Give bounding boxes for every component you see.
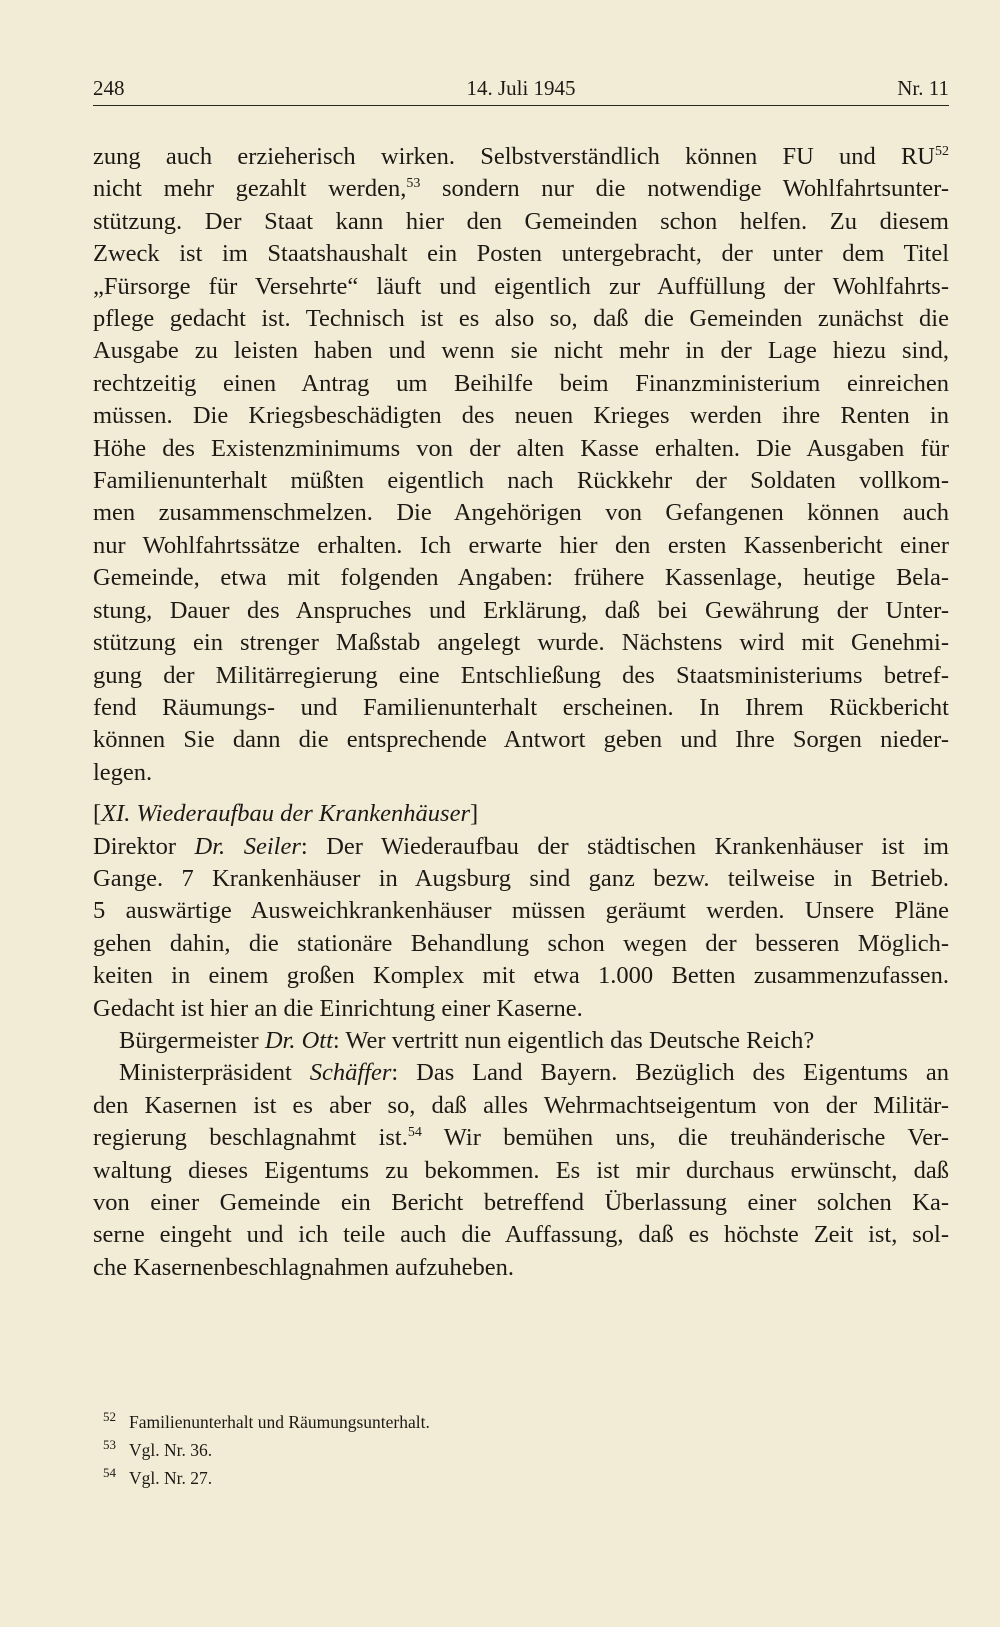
section-title: XI. Wiederaufbau der Krankenhäuser <box>101 800 470 828</box>
paragraph-1 <box>93 141 949 789</box>
header-date: 14. Juli 1945 <box>466 76 576 100</box>
text-line: nicht mehr gezahlt werden,$^{53}$ sondern nur die notwendige Wohlfahrtsunter- <box>93 175 949 203</box>
footnote: 53 Vgl. Nr. 36. <box>103 1437 213 1460</box>
text-line: legen. <box>93 758 153 786</box>
text-line: regierung beschlagnahmt ist.$^{54}$ Wir bemühen uns, die treuhänderische Ver- <box>93 1124 949 1152</box>
paragraph-4 <box>93 1057 949 1284</box>
text-line: che Kasernenbeschlagnahmen aufzuheben. <box>93 1253 515 1281</box>
text-line: stützung. Der Staat kann hier den Gemeinden schon helfen. Zu diesem <box>93 207 949 235</box>
document-number: Nr. 11 <box>897 76 949 100</box>
text-line: serne eingeht und ich teile auch die Auffassung, daß es höchste Zeit ist, sol- <box>93 1221 949 1249</box>
main-text <box>93 141 949 1284</box>
footnote-ref[interactable]: 52 <box>935 143 949 159</box>
text-line: Ministerpräsident Schäffer: Das Land Bayern. Bezüglich des Eigentums an <box>119 1059 949 1087</box>
text-line: Bürgermeister Dr. Ott: Wer vertritt nun eigentlich das Deutsche Reich? <box>119 1026 815 1054</box>
text-line: nur Wohlfahrtssätze erhalten. Ich erwarte hier den ersten Kassenbericht einer <box>93 531 949 559</box>
text-line: Zweck ist im Staatshaushalt ein Posten untergebracht, der unter dem Titel <box>93 240 949 268</box>
footnotes <box>103 1408 803 1492</box>
footnote-text: Vgl. Nr. 27. <box>129 1468 213 1488</box>
footnote: 52 Familienunterhalt und Räumungsunterhalt. <box>103 1409 430 1432</box>
text-line: Ausgabe zu leisten haben und wenn sie nicht mehr in der Lage hiezu sind, <box>93 337 949 365</box>
text-line: müssen. Die Kriegsbeschädigten des neuen Krieges werden ihre Renten in <box>93 402 949 430</box>
footnote: 54 Vgl. Nr. 27. <box>103 1465 213 1488</box>
text-line: fend Räumungs- und Familienunterhalt erscheinen. In Ihrem Rückbericht <box>93 693 949 721</box>
text-line: waltung dieses Eigentums zu bekommen. Es ist mir durchaus erwünscht, daß <box>93 1156 949 1184</box>
text-line: von einer Gemeinde ein Bericht betreffend Überlassung einer solchen Ka- <box>93 1189 949 1216</box>
text-line: „Fürsorge für Versehrte“ läuft und eigentlich zur Auffüllung der Wohlfahrts- <box>93 272 949 300</box>
footnote-ref[interactable]: 54 <box>407 1125 422 1141</box>
paragraph-2 <box>93 831 949 1025</box>
text-line: Direktor Dr. Seiler: Der Wiederaufbau der städtischen Krankenhäuser ist im <box>93 832 949 860</box>
text-line: gehen dahin, die stationäre Behandlung schon wegen der besseren Möglich- <box>93 929 949 957</box>
text-line: zung auch erzieherisch wirken. Selbstverständlich können FU und RU$^{52}$ <box>93 143 949 170</box>
speaker-name: Dr. Seiler <box>194 832 301 860</box>
section-heading: [XI. Wiederaufbau der Krankenhäuser] <box>93 800 479 828</box>
speaker-name: Schäffer <box>309 1059 392 1087</box>
text-line: Höhe des Existenzminimums von der alten Kasse erhalten. Die Ausgaben für <box>93 434 949 462</box>
footnote-text: Vgl. Nr. 36. <box>129 1440 213 1460</box>
text-line: rechtzeitig einen Antrag um Beihilfe beim Finanzministerium einreichen <box>93 369 949 397</box>
text-line: Gedacht ist hier an die Einrichtung einer Kaserne. <box>93 994 583 1022</box>
text-line: stung, Dauer des Anspruches und Erklärung, daß bei Gewährung der Unter- <box>93 596 949 624</box>
page-number: 248 <box>93 76 125 100</box>
footnote-ref[interactable]: 53 <box>406 176 421 192</box>
paragraph-3 <box>93 1025 949 1057</box>
text-line: Gange. 7 Krankenhäuser in Augsburg sind ganz bezw. teilweise in Betrieb. <box>93 864 949 892</box>
text-line: keiten in einem großen Komplex mit etwa 1.000 Betten zusammenzufassen. <box>93 962 949 990</box>
text-line: Familienunterhalt müßten eigentlich nach Rückkehr der Soldaten vollkom- <box>93 467 949 495</box>
text-line: pflege gedacht ist. Technisch ist es also so, daß die Gemeinden zunächst die <box>93 305 949 333</box>
speaker-name: Dr. Ott <box>264 1026 333 1054</box>
text-line: den Kasernen ist es aber so, daß alles Wehrmachtseigentum von der Militär- <box>93 1091 949 1119</box>
page-header <box>93 76 949 106</box>
header-rule <box>93 105 949 106</box>
footnote-text: Familienunterhalt und Räumungsunterhalt. <box>129 1412 430 1432</box>
text-line: Gemeinde, etwa mit folgenden Angaben: frühere Kassenlage, heutige Bela- <box>93 564 949 592</box>
text-line: können Sie dann die entsprechende Antwort geben und Ihre Sorgen nieder- <box>93 726 949 754</box>
text-line: men zusammenschmelzen. Die Angehörigen von Gefangenen können auch <box>93 499 949 527</box>
text-line: stützung ein strenger Maßstab angelegt wurde. Nächstens wird mit Genehmi- <box>93 629 949 657</box>
text-line: 5 auswärtige Ausweichkrankenhäuser müssen geräumt werden. Unsere Pläne <box>93 897 949 925</box>
text-line: gung der Militärregierung eine Entschließung des Staatsministeriums betref- <box>93 661 949 689</box>
